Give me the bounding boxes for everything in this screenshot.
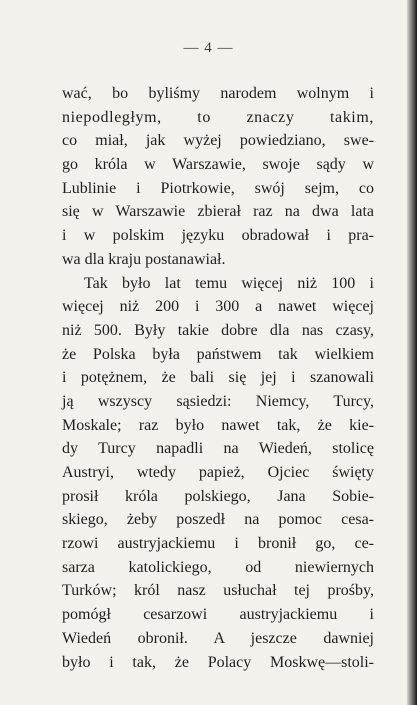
text-line: skiego, żeby poszedł na pomoc cesa-	[62, 511, 374, 529]
text-line: wa dla kraju postanawiał.	[62, 250, 226, 268]
text-line: i potężnem, że bali się jej i szanowali	[62, 369, 374, 387]
page-edge-shadow	[407, 0, 417, 705]
text-line: sarza katolickiego, od niewiernych	[62, 558, 374, 576]
text-line: co miał, jak wyżej powiedziano, swe-	[62, 132, 374, 150]
text-line: więcej niż 200 i 300 a nawet więcej	[62, 298, 374, 316]
text-line: było i tak, że Polacy Moskwę—stoli-	[62, 653, 374, 671]
text-line: Austryi, wtedy papież, Ojciec święty	[62, 464, 374, 481]
text-line: niż 500. Były takie dobre dla nas czasy,	[62, 321, 374, 339]
text-line: wać, bo byliśmy narodem wolnym i	[62, 85, 374, 102]
text-line: Turków; król nasz usłuchał tej prośby,	[62, 582, 374, 600]
text-line: Lublinie i Piotrkowie, swój sejm, co	[62, 179, 374, 197]
text-line: prosił króla polskiego, Jana Sobie-	[62, 487, 374, 505]
text-line: niepodległym, to znaczy takim,	[62, 108, 374, 126]
body-text	[62, 82, 374, 674]
text-line: rzowi austryjackiemu i bronił go, ce-	[62, 535, 374, 553]
text-line: że Polska była państwem tak wielkiem	[62, 345, 374, 363]
text-line: dy Turcy napadli na Wiedeń, stolicę	[62, 440, 374, 458]
text-line: Moskale; raz było nawet tak, że kie-	[62, 416, 374, 434]
text-line: ją wszyscy sąsiedzi: Niemcy, Turcy,	[62, 392, 374, 410]
text-line: Tak było lat temu więcej niż 100 i	[84, 274, 374, 292]
text-line: i w polskim języku obradował i pra-	[62, 227, 374, 245]
text-line: Wiedeń obronił. A jeszcze dawniej	[62, 629, 374, 647]
text-line: się w Warszawie zbierał raz na dwa lata	[62, 203, 374, 221]
text-line: go króla w Warszawie, swoje sądy w	[62, 156, 374, 174]
text-line: pomógł cesarzowi austryjackiemu i	[62, 606, 374, 624]
page-number: — 4 —	[183, 40, 234, 56]
